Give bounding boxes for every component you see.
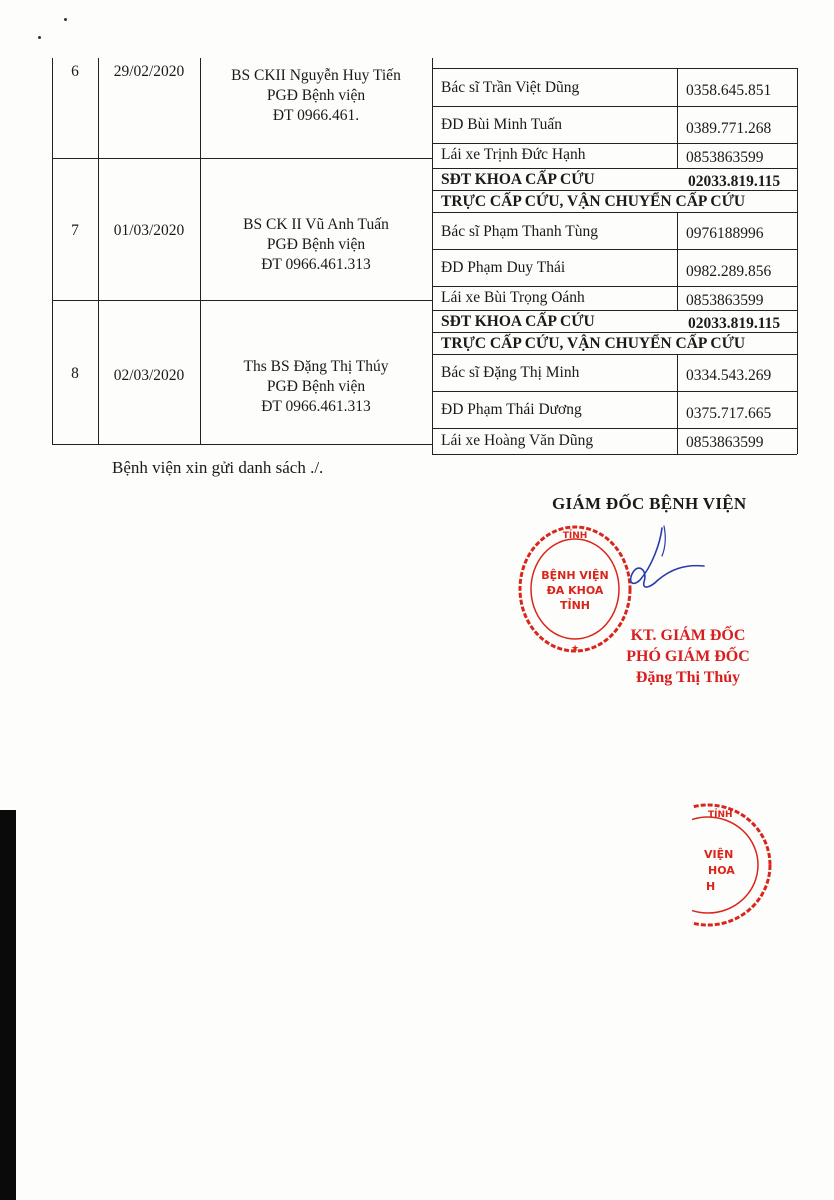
row-8-staff-2-phone: 0375.717.665: [686, 405, 772, 422]
row-8-staff-1-role: Bác sĩ Đặng Thị Minh: [441, 364, 580, 381]
signature-line-2: PHÓ GIÁM ĐỐC: [626, 648, 750, 665]
handwritten-signature: [600, 522, 710, 602]
row-7-hotline-label: SĐT KHOA CẤP CỨU: [441, 171, 595, 188]
row-8-staff-3-phone: 0853863599: [686, 434, 764, 451]
row-6-leader-title: PGĐ Bệnh viện: [266, 87, 366, 104]
row-7-date: 01/03/2020: [113, 222, 185, 239]
row-6-staff-3-phone: 0853863599: [686, 149, 764, 166]
row-6-stt: 6: [71, 63, 79, 80]
closing-text: Bệnh viện xin gửi danh sách ./.: [112, 458, 324, 477]
row-7-staff-1-phone: 0976188996: [686, 225, 764, 242]
row-7-staff-3-phone: 0853863599: [686, 292, 764, 309]
signer-name: Đặng Thị Thúy: [635, 669, 741, 686]
row-6-staff-1-phone: 0358.645.851: [686, 82, 772, 99]
row-7-hotline-phone: 02033.819.115: [688, 173, 781, 190]
scan-edge-shadow: [0, 810, 16, 1200]
signature-line-1: KT. GIÁM ĐỐC: [630, 627, 746, 644]
row-8-section-title: TRỰC CẤP CỨU, VẬN CHUYỂN CẤP CỨU: [441, 335, 746, 352]
row-7-section-title: TRỰC CẤP CỨU, VẬN CHUYỂN CẤP CỨU: [441, 193, 746, 210]
row-6-staff-2-phone: 0389.771.268: [686, 120, 772, 137]
partial-stamp-line-2: HOA: [708, 864, 735, 877]
row-7-leader-phone: ĐT 0966.461.313: [261, 256, 371, 273]
row-7-staff-2-phone: 0982.289.856: [686, 263, 772, 280]
row-7-leader-title: PGĐ Bệnh viện: [266, 236, 366, 253]
row-8-stt: 8: [71, 365, 79, 382]
partial-stamp: [692, 800, 778, 930]
row-7-leader-name: BS CK II Vũ Anh Tuấn: [243, 216, 389, 233]
row-6-leader-phone: ĐT 0966.461.: [272, 107, 360, 124]
partial-stamp-line-3: H: [706, 880, 716, 893]
row-7-staff-3-role: Lái xe Bùi Trọng Oánh: [441, 289, 585, 306]
row-7-stt: 7: [71, 222, 79, 239]
partial-stamp-line-1: VIỆN: [704, 848, 734, 861]
row-8-leader-name: Ths BS Đặng Thị Thúy: [243, 358, 389, 375]
svg-text:★: ★: [570, 644, 580, 654]
stamp-line-3: TỈNH: [559, 599, 590, 612]
row-6-staff-2-role: ĐD Bùi Minh Tuấn: [441, 116, 563, 133]
row-8-leader-phone: ĐT 0966.461.313: [261, 398, 371, 415]
row-6-date: 29/02/2020: [113, 63, 185, 80]
director-title: GIÁM ĐỐC BỆNH VIỆN: [552, 494, 747, 513]
row-7-staff-2-role: ĐD Phạm Duy Thái: [441, 259, 566, 276]
stamp-top-text: TỈNH: [562, 531, 588, 541]
scan-speck: [38, 36, 41, 39]
row-8-staff-1-phone: 0334.543.269: [686, 367, 772, 384]
row-7-staff-1-role: Bác sĩ Phạm Thanh Tùng: [441, 223, 598, 240]
row-8-staff-2-role: ĐD Phạm Thái Dương: [441, 401, 582, 418]
partial-stamp-top: TỈNH: [708, 810, 733, 820]
row-8-hotline-label: SĐT KHOA CẤP CỨU: [441, 313, 595, 330]
stamp-line-1: BỆNH VIỆN: [541, 569, 609, 582]
scan-speck: [64, 18, 67, 21]
stamp-line-2: ĐA KHOA: [546, 584, 604, 597]
row-8-staff-3-role: Lái xe Hoàng Văn Dũng: [441, 432, 594, 449]
row-8-date: 02/03/2020: [113, 367, 185, 384]
row-8-hotline-phone: 02033.819.115: [688, 315, 781, 332]
row-6-staff-1-role: Bác sĩ Trần Việt Dũng: [441, 79, 580, 96]
row-8-leader-title: PGĐ Bệnh viện: [266, 378, 366, 395]
row-6-staff-3-role: Lái xe Trịnh Đức Hạnh: [441, 146, 586, 163]
row-6-leader-name: BS CKII Nguyễn Huy Tiến: [231, 67, 401, 84]
